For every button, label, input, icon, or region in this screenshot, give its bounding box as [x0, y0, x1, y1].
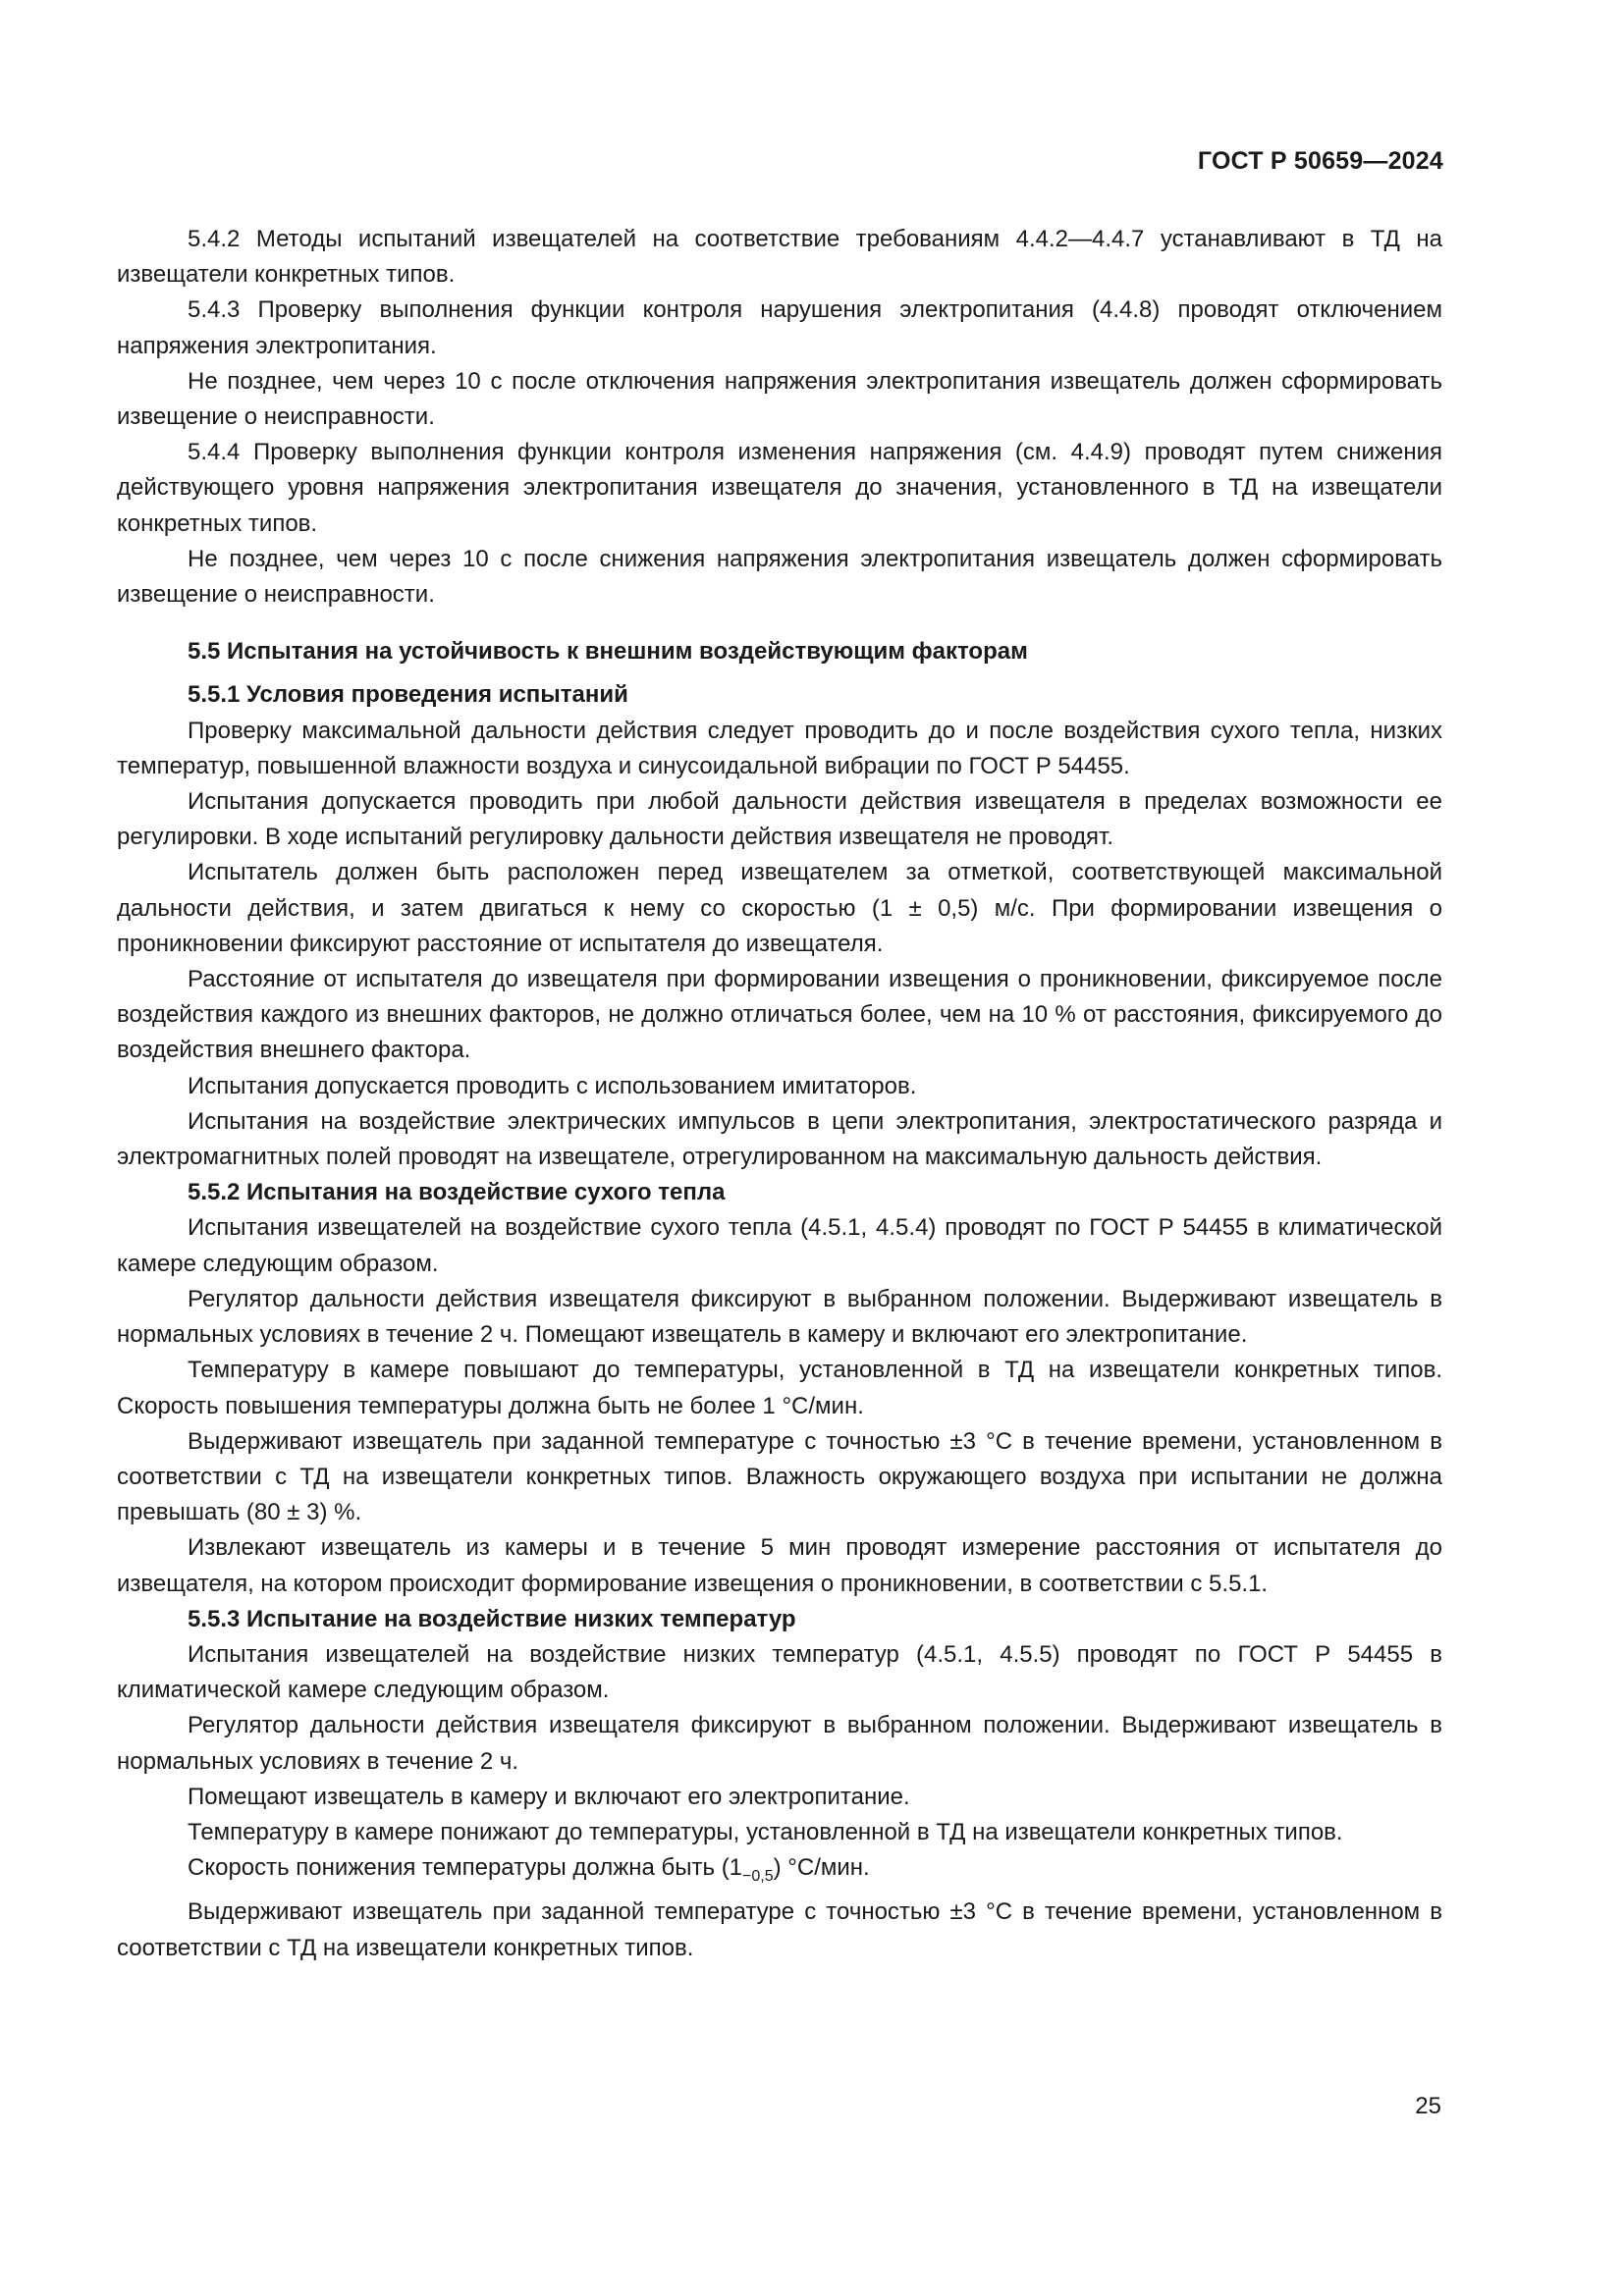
heading-5-5: 5.5 Испытания на устойчивость к внешним воздействующим факторам [188, 638, 1028, 666]
paragraph-5-4-3-b: Не позднее, чем через 10 с после отключения напряжения электропитания извещатель должен сформировать извещение о неисправности. [117, 367, 1442, 431]
heading-5-5-2: 5.5.2 Испытания на воздействие сухого тепла [188, 1179, 726, 1206]
paragraph-5-4-2: 5.4.2 Методы испытаний извещателей на соответствие требованиям 4.4.2—4.4.7 устанавливают в ТД на извещатели конкретных типов. [117, 226, 1442, 289]
document-code: ГОСТ Р 50659—2024 [1197, 147, 1443, 175]
heading-5-5-1: 5.5.1 Условия проведения испытаний [188, 681, 628, 709]
paragraph-5-5-3-b: Регулятор дальности действия извещателя фиксируют в выбранном положении. Выдерживают извещатель в нормальных условиях в течение 2 ч. [117, 1712, 1442, 1775]
paragraph-5-5-1-d: Расстояние от испытателя до извещателя при формировании извещения о проникновении, фиксируемое после воздействия каждого из внешних факторов, не должно отличаться более, чем на 10 % от расстояния, фиксируемого до воздействия внешнего фактора. [117, 966, 1442, 1064]
heading-5-5-3: 5.5.3 Испытание на воздействие низких температур [188, 1605, 796, 1632]
paragraph-5-5-3-f: Выдерживают извещатель при заданной температуре с точностью ±3 °С в течение времени, установленном в соответствии с ТД на извещатели конкретных типов. [117, 1898, 1442, 1961]
paragraph-5-5-3-e [117, 1850, 1442, 1895]
paragraph-5-5-3-d: Температуру в камере понижают до температуры, установленной в ТД на извещатели конкретных типов. [188, 1818, 1343, 1845]
paragraph-5-4-4: 5.4.4 Проверку выполнения функции контроля изменения напряжения (см. 4.4.9) проводят путем снижения действующего уровня напряжения электропитания извещателя до значения, установленного в ТД на извещатели конкретных типов. [117, 439, 1442, 537]
paragraph-5-5-3-c: Помещают извещатель в камеру и включают его электропитание. [188, 1783, 910, 1810]
paragraph-5-5-2-b: Регулятор дальности действия извещателя фиксируют в выбранном положении. Выдерживают извещатель в нормальных условиях в течение 2 ч. Помещают извещатель в камеру и включают его электропитание. [117, 1285, 1442, 1349]
paragraph-5-5-2-e: Извлекают извещатель из камеры и в течение 5 мин проводят измерение расстояния от испытателя до извещателя, на котором происходит формирование извещения о проникновении, в соответствии с 5.5.1. [117, 1534, 1442, 1597]
page-number: 25 [1415, 2093, 1441, 2119]
paragraph-5-5-2-a: Испытания извещателей на воздействие сухого тепла (4.5.1, 4.5.4) проводят по ГОСТ Р 54455 в климатической камере следующим образом. [117, 1214, 1442, 1277]
paragraph-5-5-2-c: Температуру в камере повышают до температуры, установленной в ТД на извещатели конкретных типов. Скорость повышения температуры должна быть не более 1 °С/мин. [117, 1357, 1442, 1419]
paragraph-5-5-1-e: Испытания допускается проводить с использованием имитаторов. [188, 1072, 917, 1099]
paragraph-5-5-1-a: Проверку максимальной дальности действия следует проводить до и после воздействия сухого тепла, низких температур, повышенной влажности воздуха и синусоидальной вибрации по ГОСТ Р 54455. [117, 717, 1442, 779]
cooling-rate-tolerance: −0,5 [742, 1868, 774, 1886]
paragraph-5-4-3: 5.4.3 Проверку выполнения функции контроля нарушения электропитания (4.4.8) проводят отключением напряжения электропитания. [117, 296, 1442, 359]
paragraph-5-5-1-b: Испытания допускается проводить при любой дальности действия извещателя в пределах возможности ее регулировки. В ходе испытаний регулировку дальности действия извещателя не проводят. [117, 788, 1442, 851]
paragraph-5-5-1-c: Испытатель должен быть расположен перед извещателем за отметкой, соответствующей максимальной дальности действия, и затем двигаться к нему со скоростью (1 ± 0,5) м/с. При формировании извещения о проникновении фиксируют расстояние от испытателя до извещателя. [117, 859, 1442, 957]
cooling-rate-text: Скорость понижения температуры должна быть (1 [188, 1854, 743, 1882]
document-body [117, 222, 1442, 1966]
cooling-rate-unit: ) °С/мин. [773, 1854, 870, 1882]
paragraph-5-5-1-f: Испытания на воздействие электрических импульсов в цепи электропитания, электростатического разряда и электромагнитных полей проводят на извещателе, отрегулированном на максимальную дальность действия. [117, 1107, 1442, 1171]
paragraph-5-4-4-b: Не позднее, чем через 10 с после снижения напряжения электропитания извещатель должен сформировать извещение о неисправности. [117, 545, 1442, 609]
paragraph-5-5-2-d: Выдерживают извещатель при заданной температуре с точностью ±3 °С в течение времени, установленном в соответствии с ТД на извещатели конкретных типов. Влажность окружающего воздуха при испытании не должна превышать (80 ± 3) %. [117, 1427, 1442, 1526]
paragraph-5-5-3-a: Испытания извещателей на воздействие низких температур (4.5.1, 4.5.5) проводят по ГОСТ Р 54455 в климатической камере следующим образом. [117, 1640, 1442, 1704]
